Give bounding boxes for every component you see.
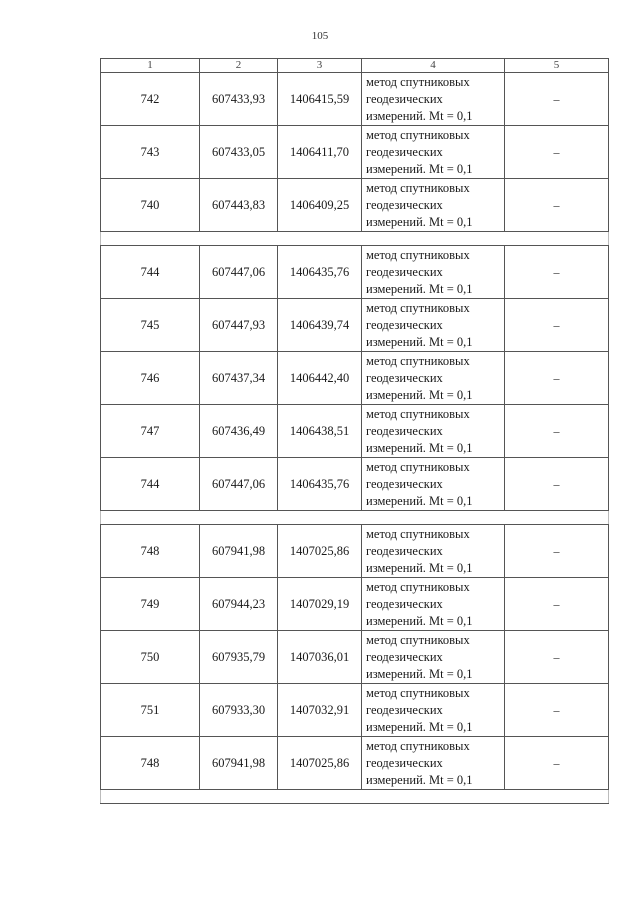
point-number-cell: 749 (101, 578, 200, 631)
y-coordinate-cell: 1406439,74 (278, 299, 362, 352)
method-line: геодезических (366, 91, 443, 106)
table-row (101, 458, 609, 511)
x-coordinate-cell: 607437,34 (200, 352, 278, 405)
note-cell: – (505, 299, 609, 352)
table-row (101, 246, 609, 299)
x-coordinate-cell: 607447,93 (200, 299, 278, 352)
table-row (101, 684, 609, 737)
method-cell (362, 73, 505, 126)
method-cell (362, 684, 505, 737)
method-line: измерений. Mt = 0,1 (366, 719, 473, 734)
point-number-cell: 743 (101, 126, 200, 179)
y-coordinate-cell: 1407032,91 (278, 684, 362, 737)
method-line: геодезических (366, 543, 443, 558)
method-line: геодезических (366, 476, 443, 491)
method-cell (362, 631, 505, 684)
method-line: метод спутниковых (366, 353, 470, 368)
table-row (101, 525, 609, 578)
column-header: 4 (362, 59, 505, 73)
y-coordinate-cell: 1407036,01 (278, 631, 362, 684)
y-coordinate-cell: 1407025,86 (278, 737, 362, 790)
note-cell: – (505, 126, 609, 179)
table-row (101, 631, 609, 684)
note-cell: – (505, 458, 609, 511)
method-line: метод спутниковых (366, 738, 470, 753)
note-cell: – (505, 737, 609, 790)
method-cell (362, 352, 505, 405)
method-cell (362, 737, 505, 790)
x-coordinate-cell: 607447,06 (200, 246, 278, 299)
point-number-cell: 750 (101, 631, 200, 684)
method-line: измерений. Mt = 0,1 (366, 281, 473, 296)
group-separator-row (101, 232, 609, 246)
method-line: метод спутниковых (366, 685, 470, 700)
method-cell (362, 299, 505, 352)
method-line: измерений. Mt = 0,1 (366, 161, 473, 176)
method-line: метод спутниковых (366, 406, 470, 421)
method-line: геодезических (366, 197, 443, 212)
method-line: измерений. Mt = 0,1 (366, 613, 473, 628)
point-number-cell: 744 (101, 246, 200, 299)
method-line: измерений. Mt = 0,1 (366, 108, 473, 123)
method-line: метод спутниковых (366, 127, 470, 142)
column-header: 2 (200, 59, 278, 73)
x-coordinate-cell: 607433,93 (200, 73, 278, 126)
separator-cell (101, 232, 609, 246)
method-cell (362, 126, 505, 179)
column-header: 1 (101, 59, 200, 73)
method-line: геодезических (366, 317, 443, 332)
method-line: геодезических (366, 264, 443, 279)
method-line: геодезических (366, 649, 443, 664)
method-line: измерений. Mt = 0,1 (366, 772, 473, 787)
point-number-cell: 746 (101, 352, 200, 405)
point-number-cell: 742 (101, 73, 200, 126)
x-coordinate-cell: 607941,98 (200, 525, 278, 578)
method-line: измерений. Mt = 0,1 (366, 440, 473, 455)
table-row (101, 352, 609, 405)
method-line: измерений. Mt = 0,1 (366, 387, 473, 402)
y-coordinate-cell: 1406435,76 (278, 246, 362, 299)
note-cell: – (505, 631, 609, 684)
y-coordinate-cell: 1407025,86 (278, 525, 362, 578)
method-line: метод спутниковых (366, 180, 470, 195)
note-cell: – (505, 246, 609, 299)
column-header: 3 (278, 59, 362, 73)
y-coordinate-cell: 1406442,40 (278, 352, 362, 405)
point-number-cell: 748 (101, 737, 200, 790)
y-coordinate-cell: 1406411,70 (278, 126, 362, 179)
note-cell: – (505, 352, 609, 405)
note-cell: – (505, 684, 609, 737)
x-coordinate-cell: 607433,05 (200, 126, 278, 179)
table-row (101, 126, 609, 179)
table-row (101, 299, 609, 352)
point-number-cell: 740 (101, 179, 200, 232)
method-line: метод спутниковых (366, 247, 470, 262)
method-line: метод спутниковых (366, 526, 470, 541)
y-coordinate-cell: 1407029,19 (278, 578, 362, 631)
method-cell (362, 179, 505, 232)
x-coordinate-cell: 607443,83 (200, 179, 278, 232)
y-coordinate-cell: 1406435,76 (278, 458, 362, 511)
table-row (101, 179, 609, 232)
point-number-cell: 747 (101, 405, 200, 458)
y-coordinate-cell: 1406415,59 (278, 73, 362, 126)
point-number-cell: 744 (101, 458, 200, 511)
separator-cell (101, 790, 609, 804)
table-header-row (101, 59, 609, 73)
y-coordinate-cell: 1406438,51 (278, 405, 362, 458)
method-line: метод спутниковых (366, 300, 470, 315)
separator-cell (101, 511, 609, 525)
method-line: метод спутниковых (366, 459, 470, 474)
column-header: 5 (505, 59, 609, 73)
method-line: метод спутниковых (366, 632, 470, 647)
note-cell: – (505, 73, 609, 126)
method-line: измерений. Mt = 0,1 (366, 214, 473, 229)
table-row (101, 578, 609, 631)
table-row (101, 737, 609, 790)
group-separator-row (101, 511, 609, 525)
note-cell: – (505, 578, 609, 631)
note-cell: – (505, 525, 609, 578)
table-body (101, 73, 609, 804)
method-cell (362, 525, 505, 578)
x-coordinate-cell: 607933,30 (200, 684, 278, 737)
point-number-cell: 748 (101, 525, 200, 578)
x-coordinate-cell: 607436,49 (200, 405, 278, 458)
method-line: геодезических (366, 370, 443, 385)
y-coordinate-cell: 1406409,25 (278, 179, 362, 232)
note-cell: – (505, 405, 609, 458)
method-cell (362, 405, 505, 458)
page-number: 105 (311, 30, 329, 42)
method-line: измерений. Mt = 0,1 (366, 666, 473, 681)
method-line: метод спутниковых (366, 579, 470, 594)
table-end-row (101, 790, 609, 804)
method-cell (362, 578, 505, 631)
method-line: геодезических (366, 423, 443, 438)
table-row (101, 73, 609, 126)
method-line: измерений. Mt = 0,1 (366, 334, 473, 349)
method-line: геодезических (366, 144, 443, 159)
method-cell (362, 458, 505, 511)
x-coordinate-cell: 607935,79 (200, 631, 278, 684)
point-number-cell: 751 (101, 684, 200, 737)
method-line: геодезических (366, 755, 443, 770)
method-line: геодезических (366, 596, 443, 611)
x-coordinate-cell: 607944,23 (200, 578, 278, 631)
x-coordinate-cell: 607941,98 (200, 737, 278, 790)
method-line: метод спутниковых (366, 74, 470, 89)
point-number-cell: 745 (101, 299, 200, 352)
note-cell: – (505, 179, 609, 232)
method-line: измерений. Mt = 0,1 (366, 493, 473, 508)
method-line: измерений. Mt = 0,1 (366, 560, 473, 575)
table-row (101, 405, 609, 458)
x-coordinate-cell: 607447,06 (200, 458, 278, 511)
coordinates-table (100, 58, 609, 804)
method-cell (362, 246, 505, 299)
method-line: геодезических (366, 702, 443, 717)
